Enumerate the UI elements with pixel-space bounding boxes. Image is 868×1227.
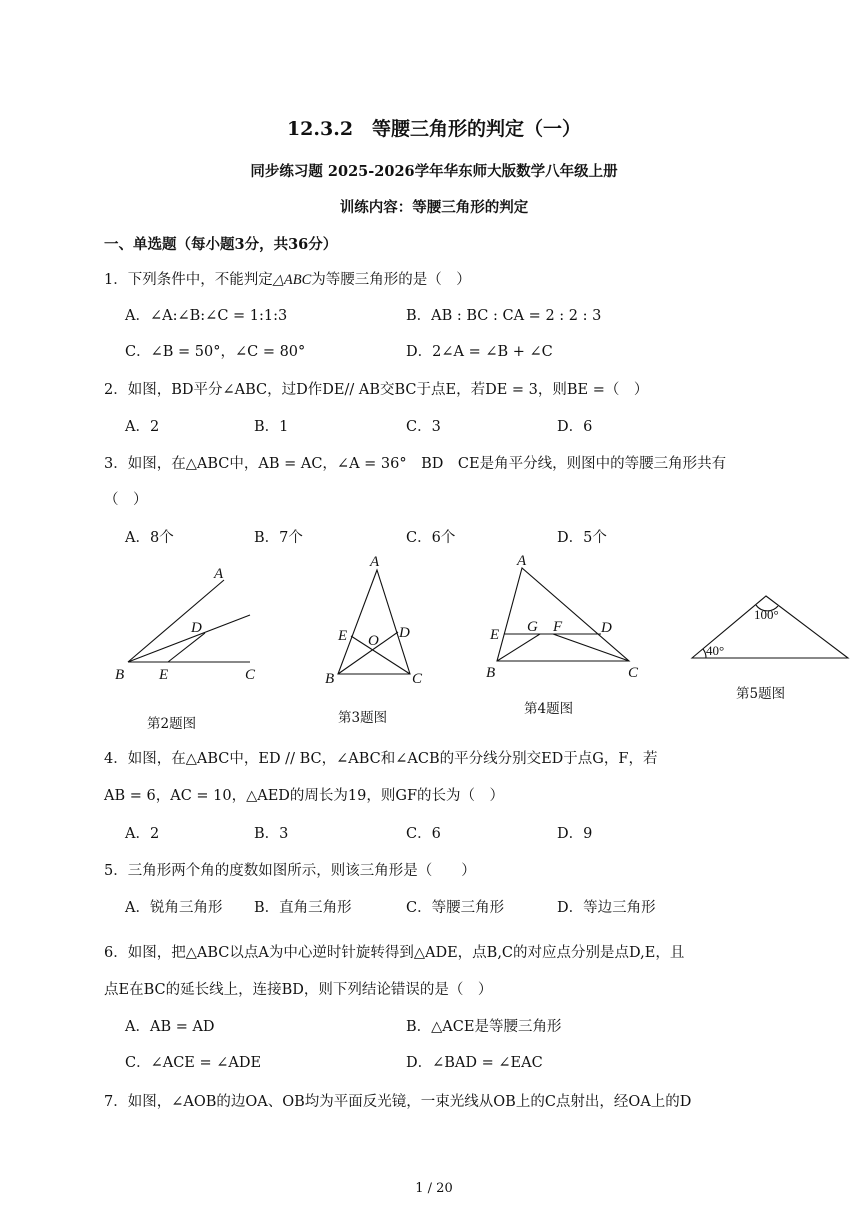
caption-figure-2: 第2题图 — [147, 716, 197, 732]
fig4-label-f: F — [553, 619, 563, 635]
q2-option-a[interactable]: A．2 — [125, 419, 160, 435]
fig3-label-c: C — [412, 671, 423, 687]
training-content: 训练内容：等腰三角形的判定 — [339, 199, 529, 216]
question-4: 4．如图，在△ABC中，ED // BC，∠ABC和∠ACB的平分线分别交ED于点G，F，若 — [104, 751, 658, 767]
fig2-label-d: D — [191, 620, 202, 636]
fig2-label-a: A — [214, 566, 224, 582]
figure-2 — [128, 580, 250, 662]
fig2-label-b: B — [115, 667, 125, 683]
q3-option-d[interactable]: D．5个 — [557, 530, 607, 546]
q4-option-b[interactable]: B．3 — [254, 826, 289, 842]
figure-3 — [338, 570, 410, 674]
q1-option-b[interactable]: B．AB : BC : CA = 2 : 2 : 3 — [406, 308, 602, 324]
q4-option-a[interactable]: A．2 — [125, 826, 160, 842]
fig5-angle-left: 40° — [706, 643, 725, 658]
fig3-label-o: O — [368, 633, 379, 649]
question-4-line2: AB = 6，AC = 10，△AED的周长为19，则GF的长为（ ） — [104, 788, 505, 804]
q2-option-d[interactable]: D．6 — [557, 419, 593, 435]
page-number: 1 / 20 — [415, 1181, 453, 1196]
fig3-label-b: B — [325, 671, 335, 687]
q5-option-a[interactable]: A．锐角三角形 — [125, 900, 223, 916]
q5-option-b[interactable]: B．直角三角形 — [254, 900, 352, 916]
fig4-label-b: B — [486, 665, 496, 681]
q2-option-b[interactable]: B．1 — [254, 419, 289, 435]
question-2: 2．如图，BD平分∠ABC，过D作DE// AB交BC于点E，若DE = 3，则BE =（ ） — [104, 382, 649, 398]
fig4-label-a: A — [517, 553, 527, 569]
q6-option-b[interactable]: B．△ACE是等腰三角形 — [406, 1019, 562, 1035]
question-7: 7．如图，∠AOB的边OA、OB均为平面反光镜，一束光线从OB上的C点射出，经OA上的D — [104, 1094, 692, 1110]
q3-option-b[interactable]: B．7个 — [254, 530, 303, 546]
fig4-label-d: D — [601, 620, 612, 636]
question-6: 6．如图，把△ABC以点A为中心逆时针旋转得到△ADE，点B,C的对应点分别是点D,E，且 — [104, 945, 685, 961]
fig4-label-g: G — [527, 619, 538, 635]
question-5: 5．三角形两个角的度数如图所示，则该三角形是（ ） — [104, 863, 476, 879]
q6-option-a[interactable]: A．AB = AD — [125, 1019, 215, 1035]
fig2-label-c: C — [245, 667, 256, 683]
fig3-label-a: A — [370, 554, 380, 570]
q1-option-d[interactable]: D．2∠A = ∠B + ∠C — [406, 344, 553, 360]
question-3: 3．如图，在△ABC中，AB = AC，∠A = 36° BD CE是角平分线，则图中的等腰三角形共有 — [104, 456, 727, 472]
q6-option-c[interactable]: C．∠ACE = ∠ADE — [125, 1055, 262, 1071]
q5-option-d[interactable]: D．等边三角形 — [557, 900, 656, 916]
fig2-label-e: E — [159, 667, 169, 683]
caption-figure-5: 第5题图 — [736, 686, 786, 702]
question-1: 1．下列条件中，不能判定△ABC为等腰三角形的是（ ） — [104, 272, 471, 288]
q1-option-a[interactable]: A．∠A:∠B:∠C = 1:1:3 — [125, 308, 288, 324]
q3-option-c[interactable]: C．6个 — [406, 530, 456, 546]
q6-option-d[interactable]: D．∠BAD = ∠EAC — [406, 1055, 543, 1071]
subtitle: 同步练习题 2025-2026学年华东师大版数学八年级上册 — [250, 163, 618, 180]
q4-option-c[interactable]: C．6 — [406, 826, 441, 842]
fig4-label-c: C — [628, 665, 639, 681]
question-6-line2: 点E在BC的延长线上，连接BD，则下列结论错误的是（ ） — [104, 982, 493, 998]
question-3-line2: （ ） — [104, 492, 148, 508]
page-title: 12.3.2 等腰三角形的判定（一） — [286, 118, 582, 140]
q5-option-c[interactable]: C．等腰三角形 — [406, 900, 505, 916]
fig4-label-e: E — [490, 627, 500, 643]
q2-option-c[interactable]: C．3 — [406, 419, 441, 435]
caption-figure-4: 第4题图 — [524, 701, 574, 717]
fig3-label-d: D — [399, 625, 410, 641]
fig5-angle-top: 100° — [754, 607, 779, 622]
section-heading: 一、单选题（每小题3分，共36分） — [104, 236, 338, 253]
caption-figure-3: 第3题图 — [338, 710, 388, 726]
q3-option-a[interactable]: A．8个 — [125, 530, 174, 546]
fig3-label-e: E — [338, 628, 348, 644]
q4-option-d[interactable]: D．9 — [557, 826, 593, 842]
q1-option-c[interactable]: C．∠B = 50°，∠C = 80° — [125, 344, 306, 360]
figure-4 — [497, 568, 629, 661]
